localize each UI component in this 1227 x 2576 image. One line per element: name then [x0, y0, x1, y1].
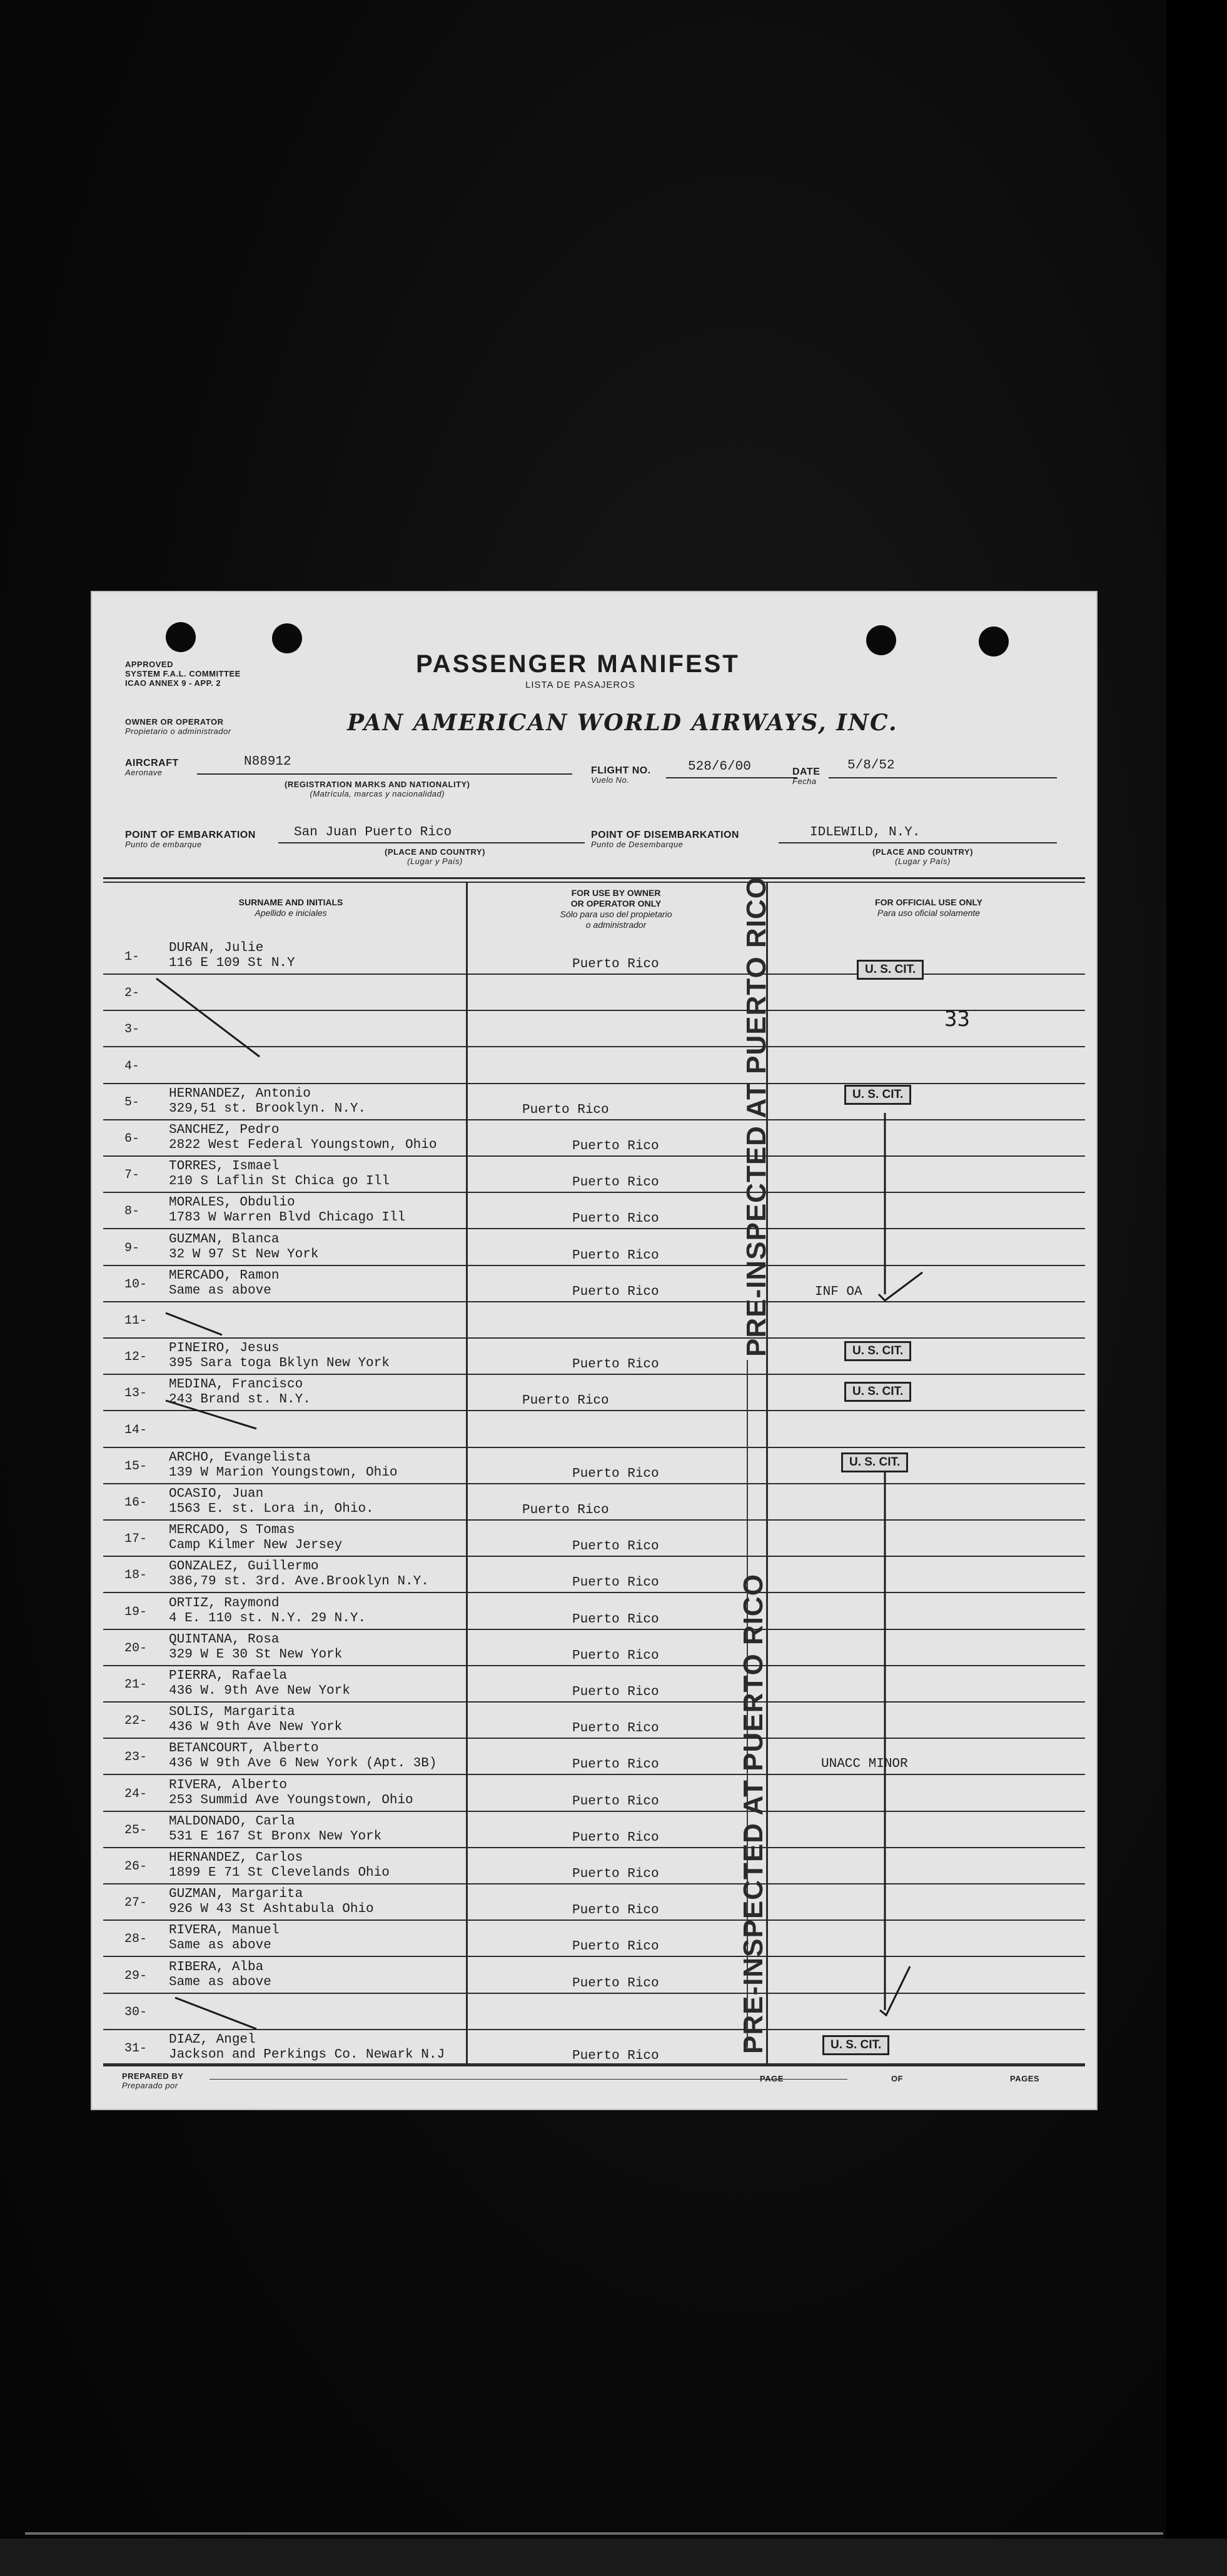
passenger-name: GUZMAN, Margarita [169, 1887, 303, 1901]
approved-line: ICAO ANNEX 9 - APP. 2 [125, 678, 221, 688]
passenger-address: 436 W 9th Ave 6 New York (Apt. 3B) [169, 1756, 437, 1771]
cross-out-stroke [156, 979, 260, 1057]
pages-label: PAGES [1010, 2074, 1040, 2083]
flight-label-es: Vuelo No. [591, 775, 630, 785]
passenger-origin: Puerto Rico [572, 1794, 659, 1809]
page-title: PASSENGER MANIFEST [416, 650, 740, 678]
passenger-origin: Puerto Rico [572, 2049, 659, 2063]
prepared-by-block [122, 2071, 183, 2090]
passenger-name: MORALES, Obdulio [169, 1195, 295, 1210]
aircraft-label: AIRCRAFT [125, 758, 179, 768]
passenger-address: 210 S Laflin St Chica go Ill [169, 1174, 390, 1189]
cross-out-stroke [166, 1401, 256, 1429]
passenger-name: GUZMAN, Blanca [169, 1232, 280, 1247]
passenger-origin: Puerto Rico [572, 1357, 659, 1372]
us-cit-stamp: U. S. CIT. [822, 2035, 889, 2055]
passenger-address: 1783 W Warren Blvd Chicago Ill [169, 1210, 406, 1225]
passenger-name: PIERRA, Rafaela [169, 1669, 288, 1683]
passenger-name: MEDINA, Francisco [169, 1377, 303, 1392]
blank-row-strokes [91, 591, 1098, 2110]
passenger-address: 4 E. 110 st. N.Y. 29 N.Y. [169, 1611, 366, 1626]
passenger-origin: Puerto Rico [572, 1721, 659, 1736]
passenger-name: OCASIO, Juan [169, 1487, 264, 1501]
handwritten-count: 33 [944, 1007, 970, 1032]
row-number: 14- [124, 1423, 148, 1437]
date-label-es: Fecha [792, 777, 817, 786]
passenger-origin: Puerto Rico [572, 1285, 659, 1299]
passenger-name: HERNANDEZ, Antonio [169, 1087, 311, 1101]
us-cit-stamp: U. S. CIT. [857, 960, 924, 980]
passenger-name: MALDONADO, Carla [169, 1814, 295, 1829]
row-number: 27- [124, 1896, 148, 1910]
passenger-address: 395 Sara toga Bklyn New York [169, 1356, 390, 1371]
col-header-surname-es: Apellido e iniciales [255, 908, 327, 918]
date-label: DATE [792, 767, 821, 777]
row-number: 20- [124, 1641, 148, 1656]
passenger-name: GONZALEZ, Guillermo [169, 1559, 319, 1574]
passenger-origin: Puerto Rico [522, 1503, 609, 1517]
unacc-minor-note: UNACC MINOR [821, 1757, 908, 1771]
passenger-address: 926 W 43 St Ashtabula Ohio [169, 1902, 374, 1916]
page-label: PAGE [760, 2074, 784, 2083]
us-cit-stamp: U. S. CIT. [844, 1382, 911, 1402]
film-scratch [25, 2532, 1163, 2535]
row-number: 11- [124, 1314, 148, 1328]
disembark-caption: (PLACE AND COUNTRY) [872, 847, 973, 857]
passenger-name: ORTIZ, Raymond [169, 1596, 280, 1611]
row-number: 22- [124, 1714, 148, 1728]
prepared-by-es: Preparado por [122, 2081, 178, 2090]
approved-line: SYSTEM F.A.L. COMMITTEE [125, 669, 241, 678]
row-number: 2- [124, 986, 140, 1000]
row-number: 8- [124, 1204, 140, 1219]
prepared-by-line [210, 2079, 847, 2080]
row-number: 9- [124, 1241, 140, 1255]
flight-value: 528/6/00 [688, 760, 751, 774]
passenger-name: TORRES, Ismael [169, 1159, 280, 1174]
row-number: 12- [124, 1350, 148, 1364]
passenger-address: 139 W Marion Youngstown, Ohio [169, 1466, 398, 1480]
passenger-origin: Puerto Rico [572, 957, 659, 972]
passenger-name: PINEIRO, Jesus [169, 1341, 280, 1356]
disembark-caption-es: (Lugar y País) [895, 857, 951, 866]
row-number: 17- [124, 1532, 148, 1546]
passenger-name: ARCHO, Evangelista [169, 1451, 311, 1465]
passenger-origin: Puerto Rico [572, 1867, 659, 1881]
passenger-address: 243 Brand st. N.Y. [169, 1392, 311, 1407]
row-number: 6- [124, 1132, 140, 1146]
page-subtitle: LISTA DE PASAJEROS [525, 680, 635, 690]
embark-label: POINT OF EMBARKATION [125, 830, 256, 840]
prepared-by-label: PREPARED BY [122, 2071, 184, 2081]
passenger-origin: Puerto Rico [572, 1685, 659, 1699]
passenger-name: RIBERA, Alba [169, 1960, 264, 1975]
passenger-origin: Puerto Rico [572, 1212, 659, 1226]
passenger-origin: Puerto Rico [572, 1139, 659, 1154]
passenger-name: MERCADO, S Tomas [169, 1523, 295, 1537]
passenger-address: 116 E 109 St N.Y [169, 956, 295, 970]
passenger-origin: Puerto Rico [572, 1539, 659, 1554]
passenger-address: 386,79 st. 3rd. Ave.Brooklyn N.Y. [169, 1574, 429, 1589]
date-value: 5/8/52 [847, 758, 895, 773]
passenger-origin: Puerto Rico [572, 1940, 659, 1954]
col-header-owner-es: o administrador [585, 920, 647, 930]
passenger-origin: Puerto Rico [522, 1103, 609, 1117]
passenger-origin: Puerto Rico [572, 1613, 659, 1627]
passenger-name: DURAN, Julie [169, 941, 264, 955]
passenger-name: RIVERA, Alberto [169, 1778, 288, 1793]
film-bottom-edge [0, 2538, 1227, 2576]
passenger-origin: Puerto Rico [572, 1903, 659, 1918]
film-edge [1166, 0, 1227, 2576]
passenger-address: Same as above [169, 1284, 271, 1298]
passenger-address: 1563 E. st. Lora in, Ohio. [169, 1502, 374, 1516]
cross-out-stroke [166, 1313, 222, 1335]
col-header-official-es: Para uso oficial solamente [877, 908, 981, 918]
passenger-name: DIAZ, Angel [169, 2033, 256, 2047]
row-number: 1- [124, 950, 140, 964]
passenger-address: Same as above [169, 1938, 271, 1953]
aircraft-caption-es: (Matrícula, marcas y nacionalidad) [310, 789, 445, 798]
us-cit-stamp: U. S. CIT. [844, 1341, 911, 1361]
col-header-surname-label: SURNAME AND INITIALS [238, 897, 343, 907]
passenger-address: 2822 West Federal Youngstown, Ohio [169, 1138, 437, 1152]
row-number: 18- [124, 1568, 148, 1582]
aircraft-value: N88912 [244, 755, 291, 769]
row-number: 19- [124, 1605, 148, 1619]
passenger-address: 436 W. 9th Ave New York [169, 1684, 350, 1698]
passenger-name: MERCADO, Ramon [169, 1269, 280, 1283]
row-number: 21- [124, 1678, 148, 1692]
row-number: 28- [124, 1932, 148, 1946]
row-number: 13- [124, 1386, 148, 1401]
pre-inspected-stamp: PRE-INSPECTED AT PUERTO RICO [741, 877, 772, 1357]
passenger-address: 1899 E 71 St Clevelands Ohio [169, 1866, 390, 1880]
owner-label-es: Propietario o administrador [125, 727, 231, 736]
passenger-name: SOLIS, Margarita [169, 1705, 295, 1719]
company-name: PAN AMERICAN WORLD AIRWAYS, INC. [347, 710, 898, 736]
embark-value: San Juan Puerto Rico [294, 825, 452, 840]
passenger-origin: Puerto Rico [522, 1394, 609, 1408]
passenger-address: 329,51 st. Brooklyn. N.Y. [169, 1102, 366, 1116]
embark-caption: (PLACE AND COUNTRY) [385, 847, 485, 857]
passenger-origin: Puerto Rico [572, 1249, 659, 1263]
col-header-owner-es: Sólo para uso del propietario [560, 909, 672, 919]
col-header-official-label: FOR OFFICIAL USE ONLY [875, 897, 982, 907]
passenger-address: Same as above [169, 1975, 271, 1990]
flight-label: FLIGHT NO. [591, 765, 651, 776]
disembark-label: POINT OF DISEMBARKATION [591, 830, 739, 840]
passenger-address: 32 W 97 St New York [169, 1247, 319, 1262]
passenger-name: BETANCOURT, Alberto [169, 1741, 319, 1756]
embark-label-es: Punto de embarque [125, 840, 202, 849]
row-number: 15- [124, 1459, 148, 1474]
row-number: 31- [124, 2041, 148, 2056]
col-header-owner-line: FOR USE BY OWNER [571, 888, 661, 898]
row-number: 30- [124, 2005, 148, 2020]
manifest-sheet [91, 591, 1098, 2110]
us-cit-stamp: U. S. CIT. [844, 1085, 911, 1105]
passenger-origin: Puerto Rico [572, 1576, 659, 1590]
row-number: 26- [124, 1859, 148, 1874]
passenger-address: 253 Summid Ave Youngstown, Ohio [169, 1793, 413, 1808]
row-number: 23- [124, 1750, 148, 1764]
passenger-origin: Puerto Rico [572, 1467, 659, 1481]
aircraft-label-es: Aeronave [125, 768, 163, 777]
row-number: 29- [124, 1969, 148, 1983]
approved-line: APPROVED [125, 660, 173, 669]
disembark-label-es: Punto de Desembarque [591, 840, 684, 849]
row-number: 16- [124, 1496, 148, 1510]
passenger-name: QUINTANA, Rosa [169, 1633, 280, 1647]
aircraft-caption: (REGISTRATION MARKS AND NATIONALITY) [285, 780, 470, 789]
passenger-name: SANCHEZ, Pedro [169, 1123, 280, 1137]
passenger-address: 436 W 9th Ave New York [169, 1720, 343, 1734]
passenger-address: Camp Kilmer New Jersey [169, 1538, 343, 1552]
passenger-address: 329 W E 30 St New York [169, 1648, 343, 1662]
row-number: 4- [124, 1059, 140, 1074]
of-label: OF [891, 2074, 904, 2083]
row-number: 24- [124, 1787, 148, 1801]
table-bottom-rule [103, 2063, 1085, 2065]
passenger-name: RIVERA, Manuel [169, 1923, 280, 1938]
inf-oa-note: INF OA [815, 1285, 862, 1299]
us-cit-stamp: U. S. CIT. [841, 1452, 908, 1472]
passenger-name: HERNANDEZ, Carlos [169, 1851, 303, 1865]
row-number: 10- [124, 1277, 148, 1292]
col-header-owner-line: OR OPERATOR ONLY [570, 898, 662, 908]
cross-out-stroke [175, 1998, 256, 2029]
row-number: 25- [124, 1823, 148, 1838]
pre-inspected-stamp: PRE-INSPECTED AT PUERTO RICO [738, 1574, 769, 2054]
passenger-origin: Puerto Rico [572, 1976, 659, 1991]
row-number: 3- [124, 1022, 140, 1037]
passenger-origin: Puerto Rico [572, 1758, 659, 1772]
passenger-address: 531 E 167 St Bronx New York [169, 1829, 382, 1844]
passenger-origin: Puerto Rico [572, 1649, 659, 1663]
row-number: 7- [124, 1168, 140, 1182]
passenger-origin: Puerto Rico [572, 1831, 659, 1845]
passenger-address: Jackson and Perkings Co. Newark N.J [169, 2048, 445, 2062]
disembark-value: IDLEWILD, N.Y. [810, 825, 921, 840]
passenger-origin: Puerto Rico [572, 1175, 659, 1190]
owner-label: OWNER OR OPERATOR [125, 717, 224, 727]
row-number: 5- [124, 1095, 140, 1110]
embark-caption-es: (Lugar y País) [407, 857, 463, 866]
